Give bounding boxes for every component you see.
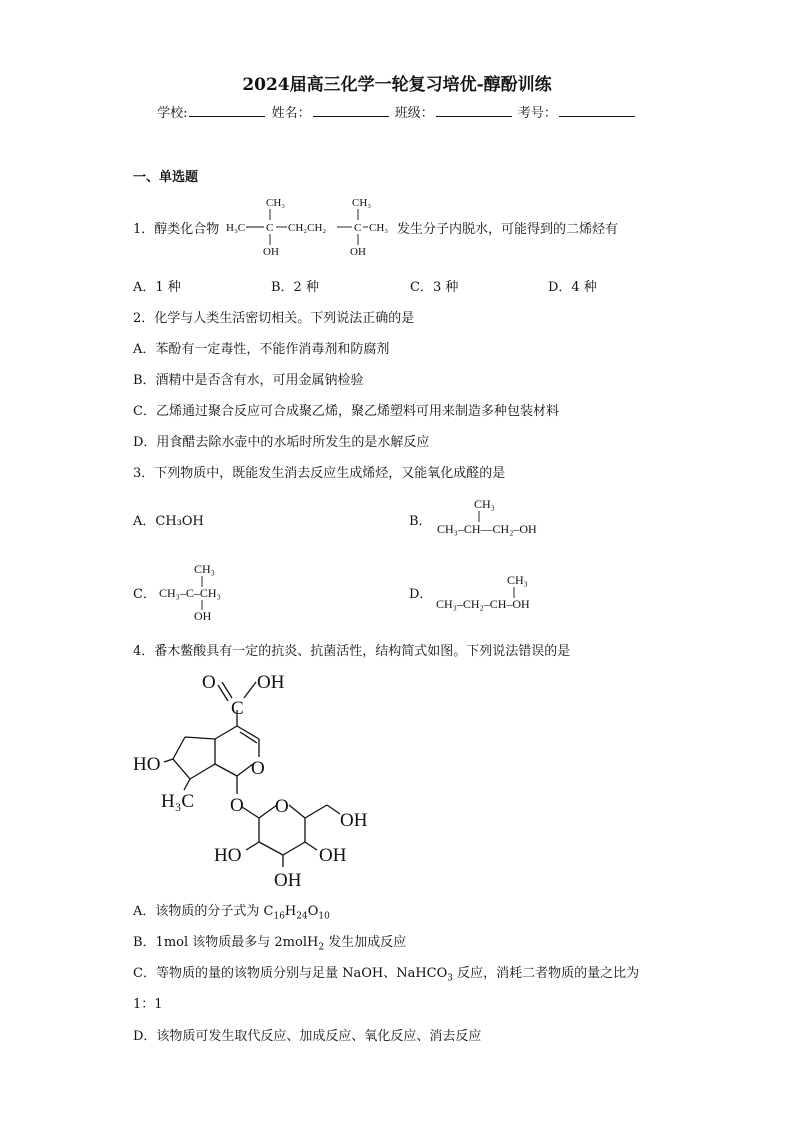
q1-option-a[interactable]: A．1 种 — [133, 280, 181, 295]
q2-option-c[interactable]: C．乙烯通过聚合反应可合成聚乙烯，聚乙烯塑料可用来制造多种包装材料 — [133, 404, 559, 419]
q1-option-d[interactable]: D．4 种 — [548, 280, 597, 295]
q1-stem-before: 1．醇类化合物 — [133, 222, 220, 237]
q4-ch3: H₃C — [161, 791, 195, 812]
q4-ho-left: HO — [133, 754, 161, 775]
q1-option-c[interactable]: C．3 种 — [410, 280, 459, 295]
q4-a-sub3: 10 — [318, 911, 330, 922]
q4-option-d[interactable]: D．该物质可发生取代反应、加成反应、氧化反应、消去反应 — [133, 1029, 482, 1044]
class-blank[interactable] — [436, 104, 512, 117]
q3-b-top: CH₃ — [474, 497, 495, 511]
q4-b-post: 发生加成反应 — [324, 935, 407, 950]
name-blank[interactable] — [313, 104, 389, 117]
q3-d-top: CH₃ — [507, 573, 528, 587]
q3-b-chain: CH₃–CH—CH₂–OH — [437, 522, 537, 536]
q4-a-sub2: 24 — [296, 911, 308, 922]
q2-option-a[interactable]: A．苯酚有一定毒性，不能作消毒剂和防腐剂 — [133, 342, 390, 357]
q4-b-sub: 2 — [318, 942, 325, 953]
q4-oh-b: OH — [274, 870, 302, 890]
q4-a-o: O — [307, 904, 319, 919]
q3-c-top: CH₃ — [194, 562, 215, 576]
q3-b-label[interactable]: B． — [409, 514, 432, 529]
q4-ring-o: O — [251, 758, 265, 779]
q1-oh1: OH — [263, 246, 279, 258]
q4-c-post: 反应，消耗二者物质的量之比为 — [453, 966, 640, 981]
school-label: 学校: — [157, 106, 188, 121]
q1-structure — [226, 193, 396, 259]
q4-option-a[interactable] — [133, 900, 330, 922]
student-info — [0, 102, 794, 121]
q4-oh-a: HO — [214, 845, 242, 866]
q1-top1: CH₃ — [266, 197, 286, 209]
page-title: 2024届高三化学一轮复习培优-醇酚训练 — [242, 75, 552, 95]
class-label: 班级： — [394, 106, 434, 121]
q4-a-h: H — [284, 904, 297, 919]
q4-structure — [128, 664, 378, 890]
q1-option-b[interactable]: B．2 种 — [271, 280, 319, 295]
q2-stem: 2．化学与人类生活密切相关。下列说法正确的是 — [133, 311, 415, 326]
q4-ether-o: O — [230, 795, 244, 816]
q1-mid: CH₂CH₂ — [288, 222, 327, 234]
q4-a-sub1: 16 — [273, 911, 285, 922]
q3-c-label[interactable]: C． — [133, 587, 156, 602]
number-blank[interactable] — [559, 104, 635, 117]
q3-c-chain: CH₃–C–CH₃ — [159, 586, 221, 600]
q3-c-bottom: OH — [194, 609, 212, 623]
q4-oh-acid: OH — [257, 672, 285, 693]
q4-c: C — [231, 698, 244, 719]
q3-stem: 3．下列物质中，既能发生消去反应生成烯烃，又能氧化成醛的是 — [133, 466, 506, 481]
q4-option-c[interactable] — [133, 962, 639, 984]
q4-stem: 4．番木鳖酸具有一定的抗炎、抗菌活性，结构简式如图。下列说法错误的是 — [133, 644, 571, 659]
q2-option-b[interactable]: B．酒精中是否含有水，可用金属钠检验 — [133, 373, 364, 388]
q4-oh-c: OH — [319, 845, 347, 866]
q3-d-chain: CH₃–CH₂–CH–OH — [436, 597, 530, 611]
q4-c-sub: 3 — [447, 973, 454, 984]
q4-o: O — [202, 672, 216, 693]
q4-b-text: B．1mol 该物质最多与 2molH — [133, 935, 319, 950]
name-label: 姓名： — [271, 106, 311, 121]
q4-oh-ch2: OH — [340, 810, 368, 831]
q3-d-label[interactable]: D． — [409, 587, 433, 602]
q1-right: CH₃ — [369, 222, 389, 234]
q2-option-d[interactable]: D．用食醋去除水壶中的水垢时所发生的是水解反应 — [133, 435, 430, 450]
q3-c-structure — [157, 560, 257, 626]
q1-left: H₃C — [226, 222, 246, 234]
q4-a-text: A．该物质的分子式为 C — [133, 904, 274, 919]
q3-a-label: A． — [133, 514, 156, 529]
q3-option-a[interactable] — [133, 510, 204, 529]
q3-a-formula: CH₃OH — [155, 514, 204, 529]
q1-stem-after: 发生分子内脱水，可能得到的二烯烃有 — [397, 222, 619, 237]
q4-option-b[interactable] — [133, 931, 406, 953]
q3-b-structure — [434, 494, 584, 540]
section-heading: 一、单选题 — [133, 170, 199, 185]
q3-d-structure — [434, 570, 584, 616]
school-blank[interactable] — [189, 104, 265, 117]
number-label: 考号： — [517, 106, 557, 121]
q4-option-c-line2: 1：1 — [133, 997, 163, 1012]
q4-c-text: C．等物质的量的该物质分别与足量 NaOH、NaHCO — [133, 966, 448, 981]
q4-sugar-o: O — [275, 796, 289, 817]
q1-c2: C — [354, 222, 362, 234]
q1-c1: C — [266, 222, 274, 234]
q1-oh2: OH — [350, 246, 366, 258]
q1-top2: CH₃ — [352, 197, 372, 209]
